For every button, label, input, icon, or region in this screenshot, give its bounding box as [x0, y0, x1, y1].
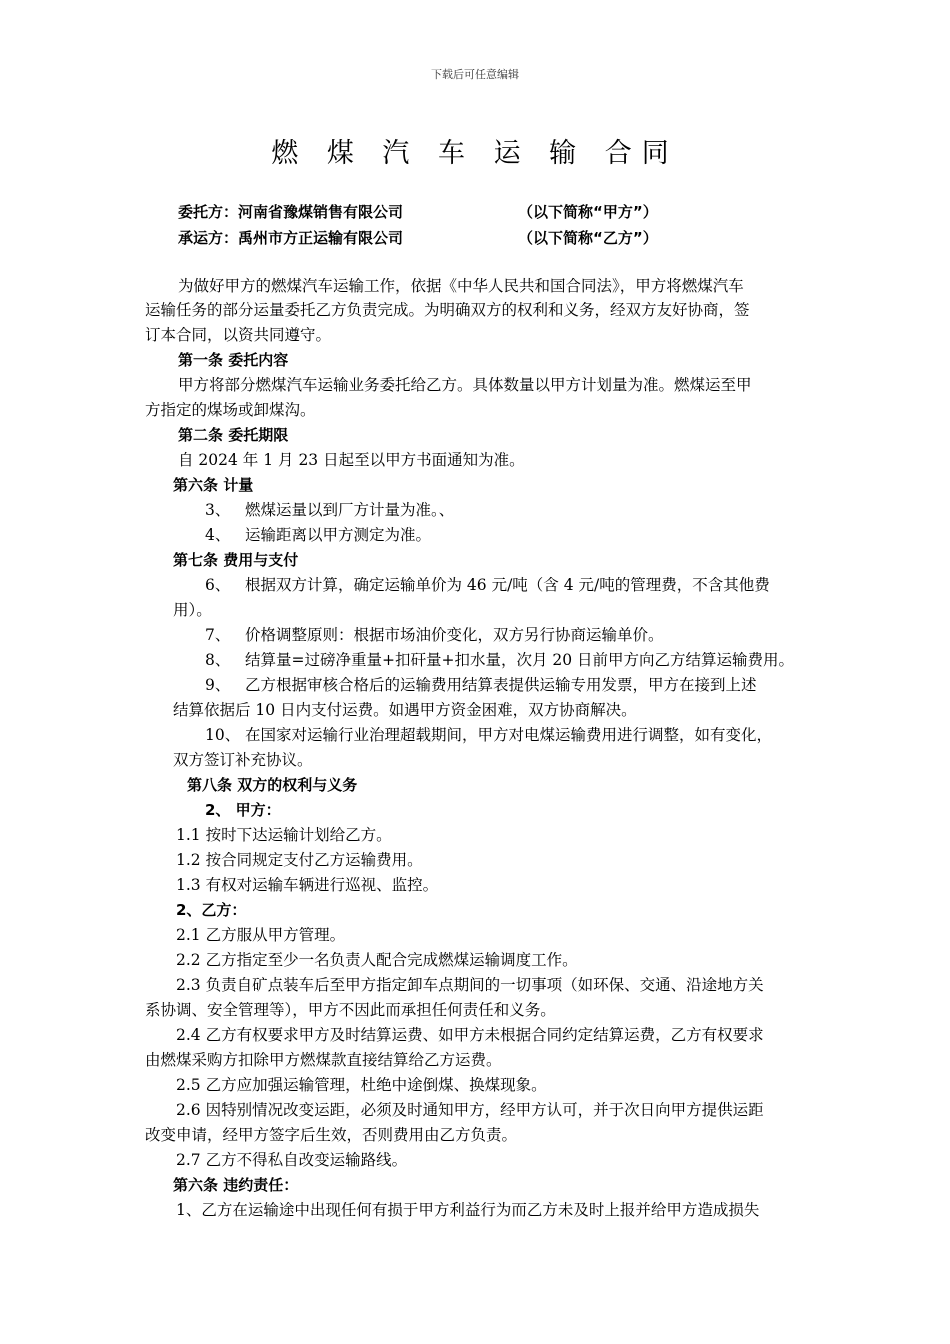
liability-item-1: 1、乙方在运输途中出现任何有损于甲方利益行为而乙方未及时上报并给甲方造成损失	[176, 1201, 760, 1219]
party-b-item-6-cont: 改变申请，经甲方签字后生效，否则费用由乙方负责。	[145, 1126, 518, 1144]
liability-heading: 第六条 违约责任：	[173, 1176, 299, 1194]
party-a-heading: 2、 甲方：	[205, 801, 281, 819]
article-1-line-1: 甲方将部分燃煤汽车运输业务委托给乙方。具体数量以甲方计划量为准。燃煤运至甲	[178, 376, 752, 394]
article-7-heading: 第七条 费用与支付	[173, 551, 299, 569]
party-a-item-2: 1.2 按合同规定支付乙方运输费用。	[176, 851, 423, 869]
party-a-item-1: 1.1 按时下达运输计划给乙方。	[176, 826, 392, 844]
item-number: 4、	[205, 526, 231, 544]
item-number: 3、	[205, 501, 231, 519]
fee-item-10	[205, 723, 772, 747]
article-1-heading: 第一条 委托内容	[178, 351, 289, 369]
item-text: 运输距离以甲方测定为准。	[245, 526, 432, 544]
measure-item-3	[205, 498, 454, 522]
item-number: 6、	[205, 576, 231, 594]
article-8-heading: 第八条 双方的权利与义务	[187, 776, 358, 794]
client-name: 委托方：河南省豫煤销售有限公司	[178, 203, 404, 221]
intro-line-1: 为做好甲方的燃煤汽车运输工作，依据《中华人民共和国合同法》，甲方将燃煤汽车	[178, 277, 744, 295]
carrier-party-line	[178, 227, 738, 253]
party-b-item-5: 2.5 乙方应加强运输管理，杜绝中途倒煤、换煤现象。	[176, 1076, 547, 1094]
carrier-abbreviation: （以下简称“乙方”）	[518, 229, 658, 247]
intro-line-2: 运输任务的部分运量委托乙方负责完成。为明确双方的权利和义务，经双方友好协商，签	[145, 301, 750, 319]
fee-item-7	[205, 623, 664, 647]
party-b-item-3: 2.3 负责自矿点装车后至甲方指定卸车点期间的一切事项（如环保、交通、沿途地方关	[176, 976, 764, 994]
party-a-item-3: 1.3 有权对运输车辆进行巡视、监控。	[176, 876, 439, 894]
party-b-item-1: 2.1 乙方服从甲方管理。	[176, 926, 346, 944]
fee-item-6	[205, 573, 770, 597]
party-b-item-3-cont: 系协调、安全管理等），甲方不因此而承担任何责任和义务。	[145, 1001, 556, 1019]
fee-item-9-cont: 结算依据后 10 日内支付运费。如遇甲方资金困难，双方协商解决。	[173, 701, 637, 719]
item-number: 7、	[205, 626, 231, 644]
party-b-item-4-cont: 由燃煤采购方扣除甲方燃煤款直接结算给乙方运费。	[145, 1051, 502, 1069]
party-b-item-2: 2.2 乙方指定至少一名负责人配合完成燃煤运输调度工作。	[176, 951, 578, 969]
item-text: 价格调整原则：根据市场油价变化，双方另行协商运输单价。	[245, 626, 664, 644]
item-number: 10、	[205, 726, 241, 744]
item-text: 燃煤运量以到厂方计量为准。、	[245, 501, 455, 519]
article-6-heading: 第六条 计量	[173, 476, 254, 494]
item-text: 结算量=过磅净重量+扣矸量+扣水量，次月 20 日前甲方向乙方结算运输费用。	[245, 651, 795, 669]
item-number: 8、	[205, 651, 231, 669]
item-number: 9、	[205, 676, 231, 694]
item-text: 在国家对运输行业治理超载期间，甲方对电煤运输费用进行调整，如有变化，	[245, 726, 773, 744]
measure-item-4	[205, 523, 431, 547]
item-text: 乙方根据审核合格后的运输费用结算表提供运输专用发票，甲方在接到上述	[245, 676, 757, 694]
client-party-line	[178, 201, 738, 227]
article-1-line-2: 方指定的煤场或卸煤沟。	[145, 401, 316, 419]
document-title: 燃 煤 汽 车 运 输 合同	[271, 138, 679, 169]
intro-line-3: 订本合同，以资共同遵守。	[145, 326, 332, 344]
party-b-item-7: 2.7 乙方不得私自改变运输路线。	[176, 1151, 408, 1169]
item-text: 根据双方计算，确定运输单价为 46 元/吨（含 4 元/吨的管理费，不含其他费	[245, 576, 770, 594]
client-abbreviation: （以下简称“甲方”）	[518, 203, 658, 221]
header-note: 下载后可任意编辑	[431, 68, 519, 81]
carrier-name: 承运方：禹州市方正运输有限公司	[178, 229, 404, 247]
article-2-line-1: 自 2024 年 1 月 23 日起至以甲方书面通知为准。	[178, 451, 525, 469]
party-b-item-4: 2.4 乙方有权要求甲方及时结算运费、如甲方未根据合同约定结算运费，乙方有权要求	[176, 1026, 764, 1044]
article-2-heading: 第二条 委托期限	[178, 426, 289, 444]
party-b-heading: 2、乙方：	[176, 901, 247, 919]
fee-item-6-cont: 用）。	[173, 601, 212, 619]
party-b-item-6: 2.6 因特别情况改变运距，必须及时通知甲方，经甲方认可，并于次日向甲方提供运距	[176, 1101, 764, 1119]
fee-item-8	[205, 648, 794, 672]
fee-item-10-cont: 双方签订补充协议。	[173, 751, 313, 769]
fee-item-9	[205, 673, 757, 697]
